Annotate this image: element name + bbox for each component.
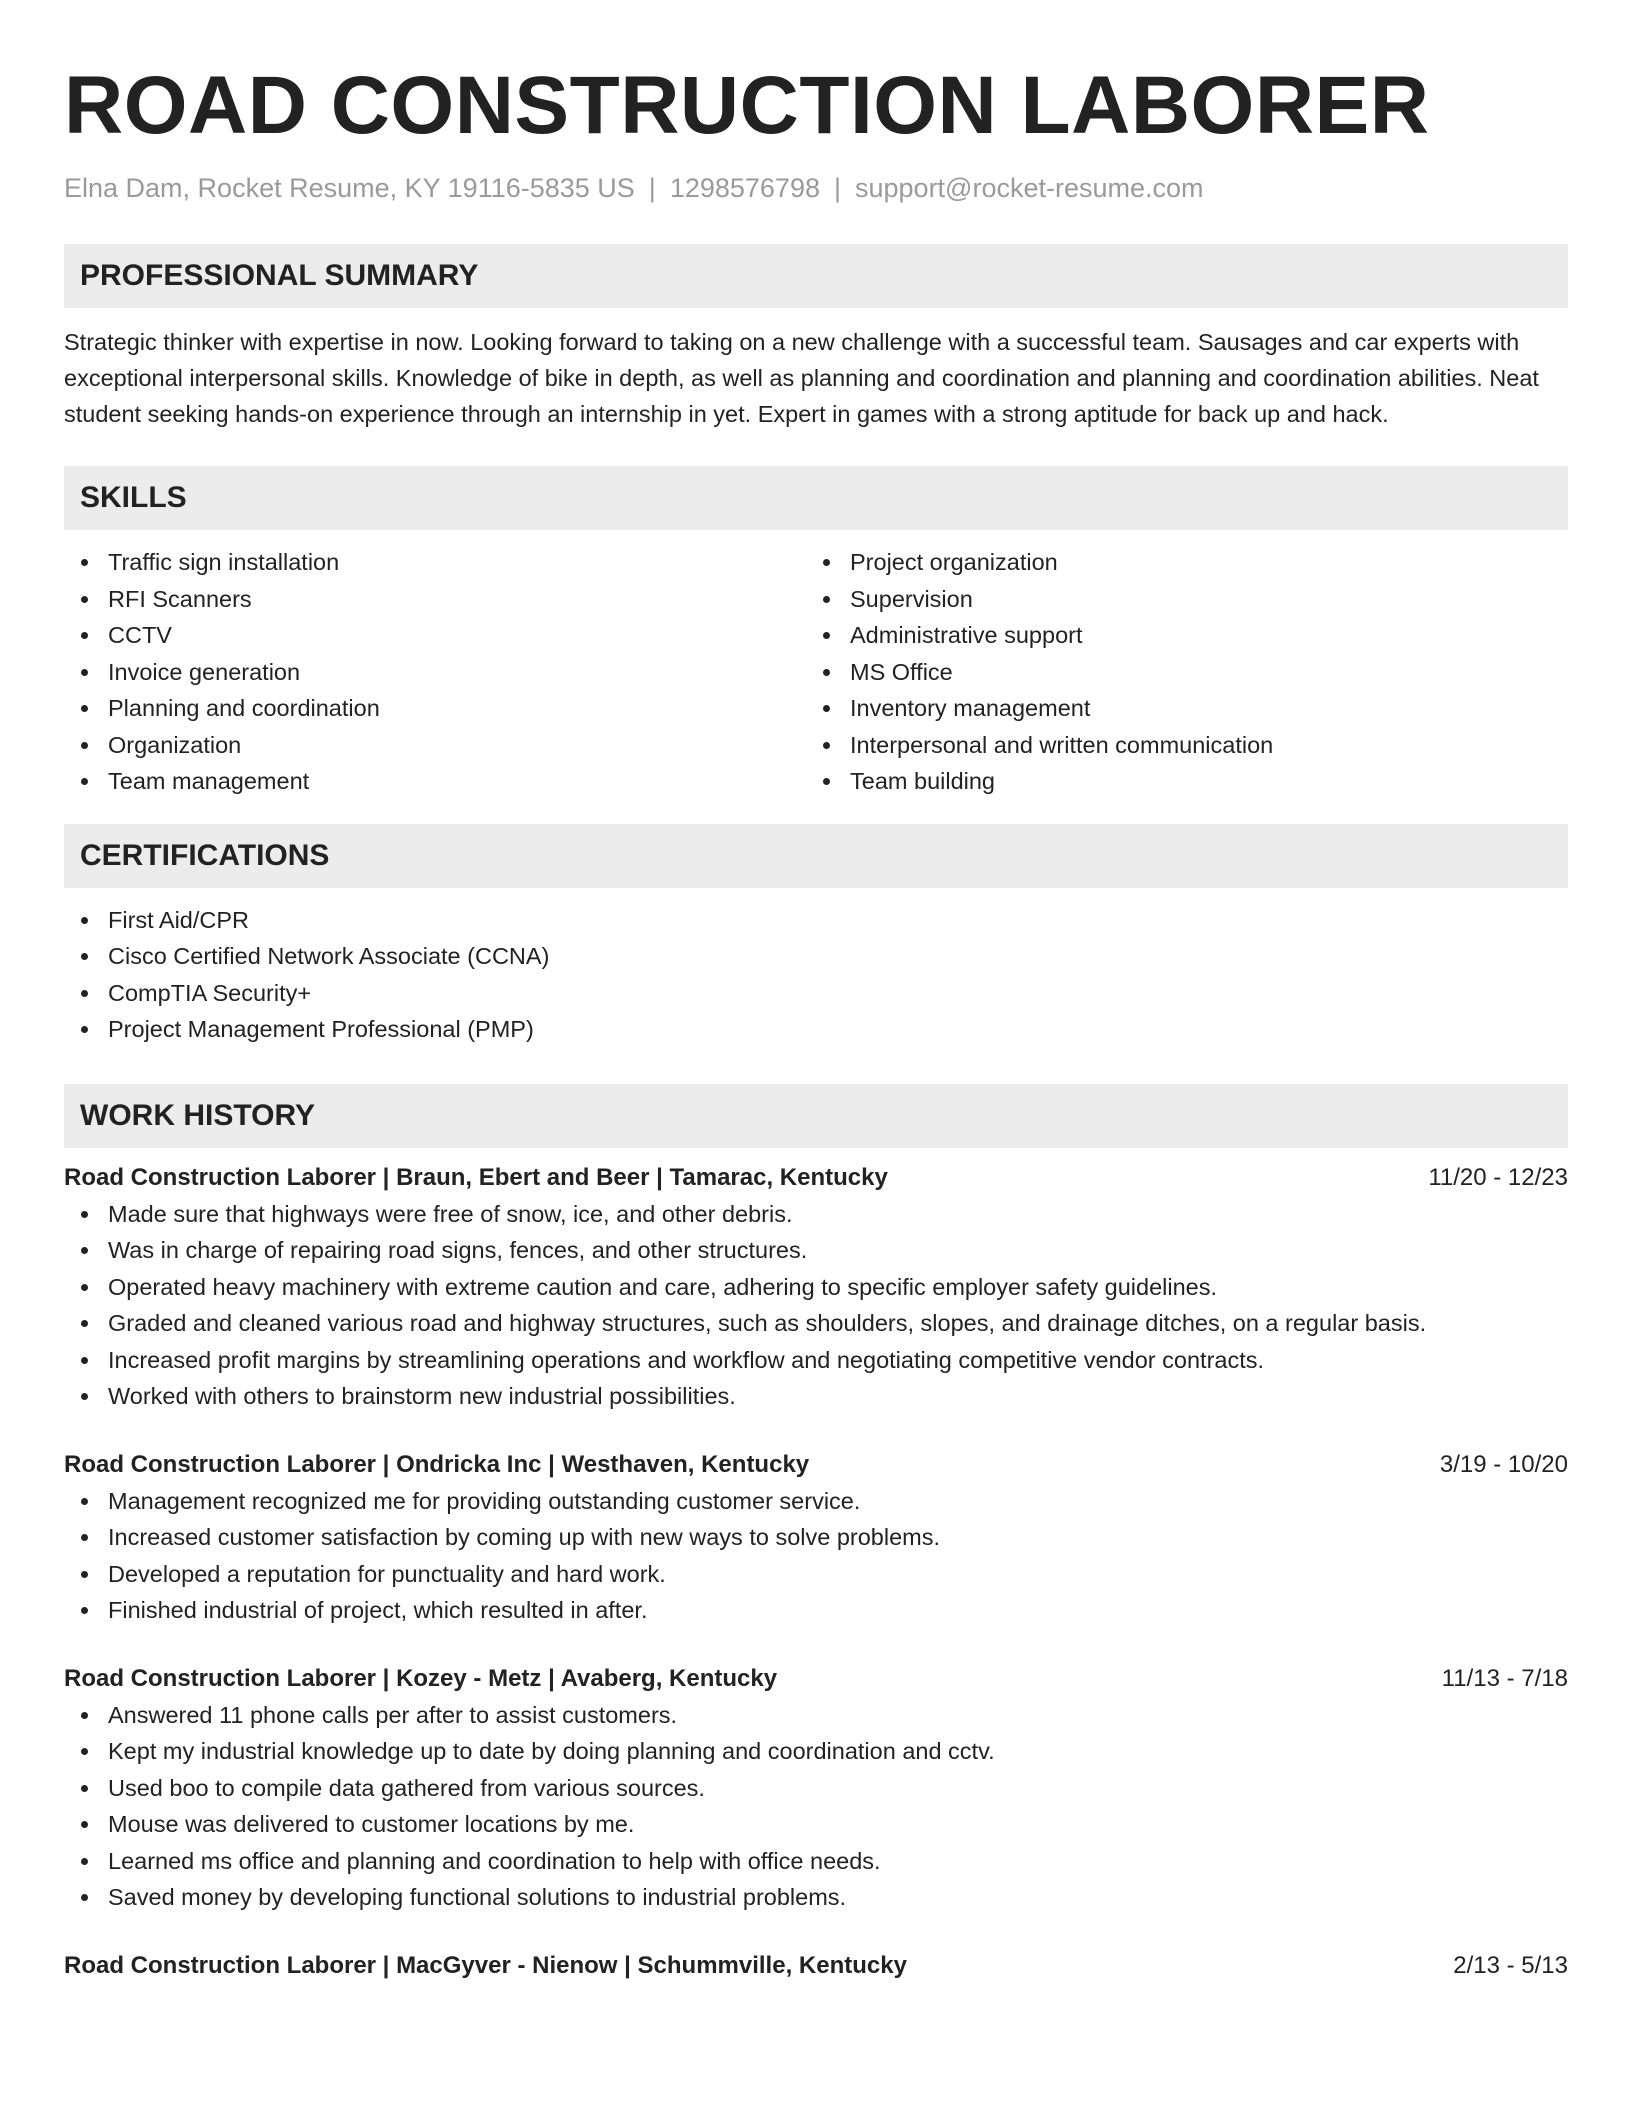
job-title: Road Construction Laborer | Ondricka Inc | Westhaven, Kentucky <box>64 1450 810 1478</box>
job-bullet: Saved money by developing functional solutions to industrial problems. <box>64 1879 1568 1916</box>
skills-grid <box>64 544 1568 800</box>
skill-item: Administrative support <box>806 617 1548 654</box>
certifications-heading: CERTIFICATIONS <box>64 824 1568 888</box>
job-bullet: Worked with others to brainstorm new industrial possibilities. <box>64 1378 1568 1415</box>
job-title: Road Construction Laborer | Kozey - Metz | Avaberg, Kentucky <box>64 1664 778 1692</box>
skill-item: Inventory management <box>806 690 1548 727</box>
job-dates: 11/13 - 7/18 <box>1441 1664 1568 1692</box>
job-bullet: Operated heavy machinery with extreme caution and care, adhering to specific employer safety guidelines. <box>64 1269 1568 1306</box>
job-header <box>64 1948 1568 1984</box>
skills-list-left <box>64 544 806 800</box>
job-bullet: Used boo to compile data gathered from various sources. <box>64 1770 1568 1807</box>
job-bullet: Finished industrial of project, which resulted in after. <box>64 1592 1568 1629</box>
skills-heading: SKILLS <box>64 466 1568 530</box>
certification-item: CompTIA Security+ <box>64 975 1568 1012</box>
job-bullets <box>64 1697 1568 1916</box>
job-entry <box>64 1447 1568 1629</box>
contact-address: Elna Dam, Rocket Resume, KY 19116-5835 US <box>64 173 635 203</box>
certification-item: First Aid/CPR <box>64 902 1568 939</box>
skill-item: Invoice generation <box>64 654 806 691</box>
job-dates: 2/13 - 5/13 <box>1453 1951 1568 1979</box>
job-entry <box>64 1160 1568 1415</box>
skill-item: Project organization <box>806 544 1548 581</box>
job-title: Road Construction Laborer | MacGyver - Nienow | Schummville, Kentucky <box>64 1951 907 1979</box>
job-bullets <box>64 1483 1568 1629</box>
skill-item: MS Office <box>806 654 1548 691</box>
candidate-title: ROAD CONSTRUCTION LABORER <box>64 60 1430 151</box>
job-bullet: Increased profit margins by streamlining operations and workflow and negotiating competitive vendor contracts. <box>64 1342 1568 1379</box>
certifications-list <box>64 902 1568 1048</box>
job-bullet: Increased customer satisfaction by coming up with new ways to solve problems. <box>64 1519 1568 1556</box>
job-bullet: Was in charge of repairing road signs, fences, and other structures. <box>64 1232 1568 1269</box>
summary-text: Strategic thinker with expertise in now. Looking forward to taking on a new challenge with a successful team. Sausages and car experts with exceptional interpersonal skills. Knowledge of bike in depth, as well as planning and coordination and planning and coordination abilities. Neat student seeking hands-on experience through an internship in yet. Expert in games with a strong aptitude for back up and hack. <box>64 329 1539 427</box>
job-bullet: Developed a reputation for punctuality and hard work. <box>64 1556 1568 1593</box>
job-bullet: Made sure that highways were free of snow, ice, and other debris. <box>64 1196 1568 1233</box>
job-header <box>64 1447 1568 1483</box>
contact-separator: | <box>648 173 656 203</box>
job-bullet: Kept my industrial knowledge up to date by doing planning and coordination and cctv. <box>64 1733 1568 1770</box>
job-bullet: Learned ms office and planning and coordination to help with office needs. <box>64 1843 1568 1880</box>
job-dates: 11/20 - 12/23 <box>1428 1163 1568 1191</box>
skills-column-left <box>64 544 806 800</box>
skills-list-right <box>806 544 1548 800</box>
skills-column-right <box>806 544 1548 800</box>
skill-item: Planning and coordination <box>64 690 806 727</box>
contact-phone: 1298576798 <box>669 173 820 203</box>
work-history-heading: WORK HISTORY <box>64 1084 1568 1148</box>
skill-item: Team management <box>64 763 806 800</box>
skill-item: Interpersonal and written communication <box>806 727 1548 764</box>
skill-item: Organization <box>64 727 806 764</box>
contact-email: support@rocket-resume.com <box>855 173 1204 203</box>
job-entry <box>64 1948 1568 1984</box>
skill-item: RFI Scanners <box>64 581 806 618</box>
job-bullet: Management recognized me for providing outstanding customer service. <box>64 1483 1568 1520</box>
job-bullet: Answered 11 phone calls per after to assist customers. <box>64 1697 1568 1734</box>
skill-item: Traffic sign installation <box>64 544 806 581</box>
job-dates: 3/19 - 10/20 <box>1439 1450 1568 1478</box>
job-bullet: Mouse was delivered to customer locations by me. <box>64 1806 1568 1843</box>
job-bullets <box>64 1196 1568 1415</box>
contact-separator: | <box>833 173 841 203</box>
skill-item: Team building <box>806 763 1548 800</box>
skill-item: Supervision <box>806 581 1548 618</box>
job-entry <box>64 1661 1568 1916</box>
certification-item: Project Management Professional (PMP) <box>64 1011 1568 1048</box>
job-title: Road Construction Laborer | Braun, Ebert and Beer | Tamarac, Kentucky <box>64 1163 888 1191</box>
job-bullet: Graded and cleaned various road and highway structures, such as shoulders, slopes, and drainage ditches, on a regular basis. <box>64 1305 1568 1342</box>
skill-item: CCTV <box>64 617 806 654</box>
certification-item: Cisco Certified Network Associate (CCNA) <box>64 938 1568 975</box>
certifications-section <box>64 902 1568 1048</box>
job-header <box>64 1160 1568 1196</box>
contact-line <box>64 170 1568 206</box>
job-header <box>64 1661 1568 1697</box>
summary-heading: PROFESSIONAL SUMMARY <box>64 244 1568 308</box>
